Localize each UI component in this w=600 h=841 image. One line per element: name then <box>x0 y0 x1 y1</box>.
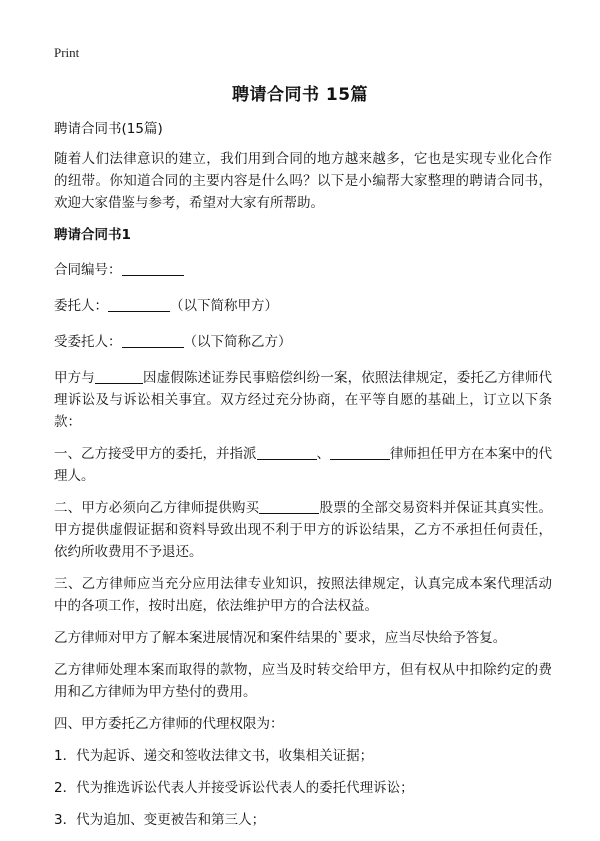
page-title: 聘请合同书 15篇 <box>231 85 369 105</box>
lawyer-2-blank <box>330 445 390 460</box>
client-label: 委托人： <box>54 298 108 314</box>
trustee-line <box>54 331 552 353</box>
intro-paragraph: 随着人们法律意识的建立，我们用到合同的地方越来越多，它也是实现专业化合作的纽带。你知道合同的主要内容是什么吗？以下是小编帮大家整理的聘请合同书，欢迎大家借鉴与参考，希望对大家有所帮助。 <box>54 151 552 211</box>
clause-4-item-3: 3．代为追加、变更被告和第三人； <box>54 812 266 828</box>
clause-3: 三、乙方律师应当充分应用法律专业知识，按照法律规定，认真完成本案代理活动中的各项工作，按时出庭，依法维护甲方的合法权益。 <box>54 576 552 614</box>
document-subtitle: 聘请合同书(15篇) <box>54 121 163 137</box>
clause-4-item-2: 2．代为推选诉讼代表人并接受诉讼代表人的委托代理诉讼； <box>54 780 414 796</box>
preamble-paragraph <box>54 367 552 433</box>
preamble-text-end: 因虚假陈述证券民事赔偿纠纷一案，依照法律规定，委托乙方律师代理诉讼及与诉讼相关事宜。双方经过充分协商，在平等自愿的基础上，订立以下条款： <box>54 370 553 430</box>
client-blank <box>108 297 170 312</box>
preamble-text-start: 甲方与 <box>54 370 95 386</box>
clause-3-note-1: 乙方律师对甲方了解本案进展情况和案件结果的`要求，应当尽快给予答复。 <box>54 630 507 646</box>
clause-1-separator: 、 <box>316 446 330 462</box>
section-heading: 聘请合同书1 <box>54 227 131 243</box>
stock-blank <box>259 499 319 514</box>
clause-4: 四、甲方委托乙方律师的代理权限为： <box>54 716 284 732</box>
contract-number-line <box>54 259 552 281</box>
clause-1 <box>54 443 552 487</box>
contract-number-blank <box>122 261 184 276</box>
contract-number-label: 合同编号： <box>54 262 122 278</box>
lawyer-1-blank <box>257 445 317 460</box>
client-line <box>54 295 552 317</box>
print-link[interactable]: Print <box>54 45 80 60</box>
clause-2-text-start: 二、甲方必须向乙方律师提供购买 <box>54 500 260 516</box>
clause-2-text-end: 股票的全部交易资料并保证其真实性。甲方提供虚假证据和资料导致出现不利于甲方的诉讼结果，乙方不承担任何责任，依约所收费用不予退还。 <box>54 500 552 560</box>
clause-1-text-start: 一、乙方接受甲方的委托，并指派 <box>54 446 257 462</box>
clause-2 <box>54 497 552 563</box>
clause-3-note-2: 乙方律师处理本案而取得的款物，应当及时转交给甲方，但有权从中扣除约定的费用和乙方律师为甲方垫付的费用。 <box>54 662 552 700</box>
clause-4-item-1: 1．代为起诉、递交和签收法律文书，收集相关证据； <box>54 748 374 764</box>
trustee-suffix: （以下简称乙方） <box>183 334 292 350</box>
party-blank <box>95 369 143 384</box>
clause-1-text-end: 律师担任甲方在本案中的代理人。 <box>54 446 552 484</box>
client-suffix: （以下简称甲方） <box>170 298 278 314</box>
document-body <box>54 118 552 841</box>
trustee-label: 受委托人： <box>54 334 122 350</box>
trustee-blank <box>122 333 184 348</box>
